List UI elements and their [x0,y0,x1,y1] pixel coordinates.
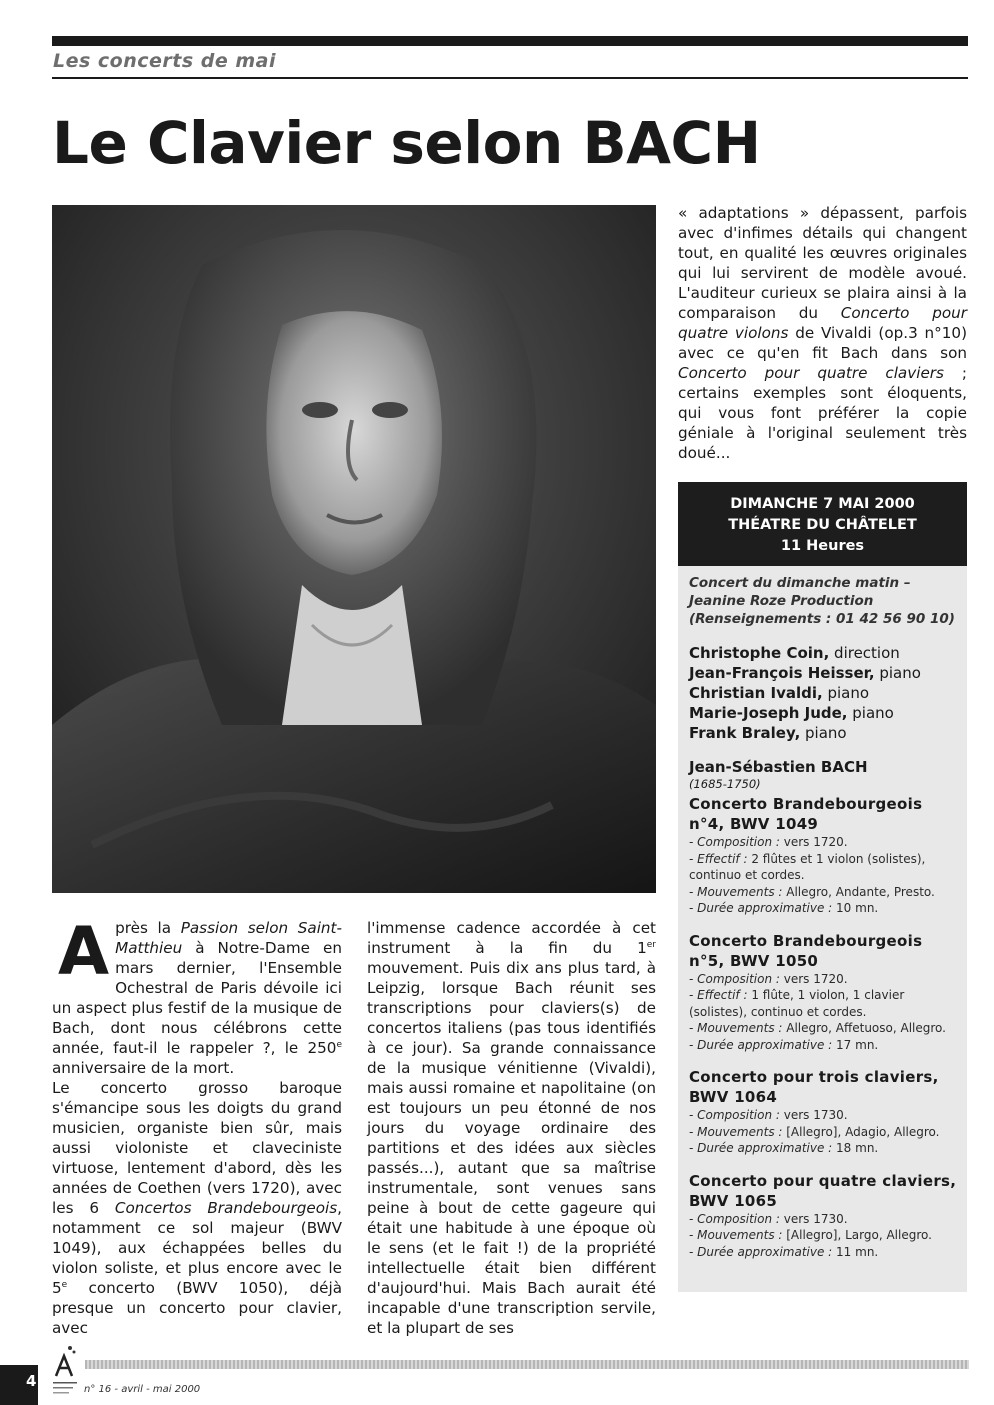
concert-header-box [678,482,967,566]
artist-name: Christophe Coin, [689,644,830,662]
work-detail: - Composition : vers 1720. [689,971,848,986]
artist-item [689,723,959,743]
right-c: de Vivaldi (op.3 n°10) avec ce qu'en fit Bach dans son [678,324,968,362]
left-p2-c: , notamment ce sol majeur (BWV 1049), aux échappées belles du violon soliste, et plus encore avec le 5 [52,1199,342,1297]
work-detail: - Mouvements : [Allegro], Adagio, Allegro. [689,1124,940,1139]
concert-producer [689,574,959,628]
work-title: Concerto pour quatre claviers, BWV 1065 [689,1171,957,1210]
left-p1-b: Passion selon Saint-Matthieu [115,919,342,957]
article-column-left [52,913,342,1338]
concert-info-box [678,566,967,1292]
work-title: Concerto pour trois claviers, BWV 1064 [689,1068,939,1106]
left-p1-d: anniversaire de la mort. [52,1059,235,1077]
left-p1-a: près la [115,919,181,937]
artist-name: Marie-Joseph Jude, [689,704,848,722]
artist-role: direction [829,644,900,662]
work-detail: - Durée approximative : 17 mn. [689,1037,879,1052]
left-p2-d: concerto (BWV 1050), déjà presque un concerto pour clavier, avec [52,1279,342,1337]
producer-info: (Renseignements : 01 42 56 90 10) [689,611,955,627]
concert-time: 11 Heures [780,538,865,554]
article-column-middle [367,918,656,1338]
work-item [689,794,959,917]
header-rule-thick [52,36,968,46]
work-detail: - Composition : vers 1730. [689,1108,848,1122]
work-detail: - Durée approximative : 11 mn. [689,1244,879,1259]
artist-name: Jean-François Heisser, [689,664,875,682]
work-detail: - Mouvements : [Allegro], Largo, Allegro. [689,1228,932,1242]
header-rule-thin [52,77,968,79]
work-item [689,931,959,1054]
artist-item [689,663,959,683]
mid-b: mouvement. Puis dix ans plus tard, à Leipzig, lorsque Bach réunit ses transcriptions pour claviers(s) de concertos italiens (pas tous identifiés à ce jour). Sa grande connaissance de la musique vénitienne (Vivaldi), mais aussi romaine et napolitaine (on est toujours un peu étonné de nos jours du voyage ordinaire des partitions et des idées aux siècles passés...), autant que sa maîtrise instrumentale, sont venues sans peine à bout de cette gageure qui était une habitude à une époque où le sens (et le fait !) de la propriété intellectuelle était bien différent d'aujourd'hui. Mais Bach aurait été incapable d'une transcription servile, et la plupart de ses [367,959,656,1337]
artist-item [689,683,959,703]
artist-list [689,643,959,743]
artist-name: Christian Ivaldi, [689,684,823,702]
work-item [689,1067,959,1157]
work-detail: - Durée approximative : 10 mn. [689,901,879,915]
drop-cap: A [58,913,110,990]
artist-role: piano [822,684,870,702]
work-detail: - Effectif : 1 flûte, 1 violon, 1 clavier (solistes), continuo et cordes. [689,988,905,1019]
artist-item [689,703,959,723]
work-title: Concerto Brandebourgeois n°4, BWV 1049 [689,795,923,833]
section-kicker: Les concerts de mai [53,50,277,72]
work-detail: - Composition : vers 1720. [689,835,848,849]
right-d: Concerto pour quatre claviers [678,364,944,382]
article-title: Le Clavier selon BACH [52,109,761,177]
page-number: 4 [26,1372,37,1390]
article-column-right [678,203,967,463]
footer-rule [85,1360,969,1369]
work-item [689,1171,959,1261]
work-title: Concerto Brandebourgeois n°5, BWV 1050 [689,931,923,970]
work-detail: - Effectif : 2 flûtes et 1 violon (solistes), continuo et cordes. [689,851,926,882]
concert-date: DIMANCHE 7 MAI 2000 [730,496,915,512]
mid-sup: er [646,939,656,950]
left-p2-sup: e [61,1279,68,1290]
work-detail: - Mouvements : Allegro, Andante, Presto. [689,884,935,899]
work-detail: - Durée approximative : 18 mn. [689,1141,879,1155]
artist-role: piano [874,664,921,682]
right-a: « adaptations » dépassent, parfois avec d'infimes détails qui changent tout, en qualité les œuvres originales qui lui servirent de modèle avoué. L'auditeur curieux se plaira ainsi à la comparaison du [678,204,967,322]
publication-logo-icon [50,1342,80,1398]
mid-a: l'immense cadence accordée à cet instrument à la fin du 1 [367,919,656,957]
left-p2-a: Le concerto grosso baroque s'émancipe sous les doigts du grand musicien, organiste bien sûr, mais aussi violoniste et claveciniste virtuose, lentement d'abord, dès les années de Coethen (vers 1720), avec les 6 [52,1079,342,1217]
issue-info: n° 16 - avril - mai 2000 [84,1384,201,1395]
work-detail: - Composition : vers 1730. [689,1211,848,1226]
artist-item [689,643,959,663]
bach-portrait-image [52,205,656,893]
composer-dates: (1685-1750) [689,777,761,791]
artist-role: piano [800,724,847,742]
artist-name: Frank Braley, [689,724,801,742]
composer-name: Jean-Sébastien BACH [689,758,868,776]
producer-line: Concert du dimanche matin – Jeanine Roze Production [689,575,911,609]
right-b: Concerto pour quatre violons [678,304,968,342]
left-p2-b: Concertos Brandebourgeois [114,1199,338,1217]
work-detail: - Mouvements : Allegro, Affetuoso, Allegro. [689,1021,946,1035]
left-p1-sup: e [336,1039,342,1050]
left-p1-c: à Notre-Dame en mars dernier, l'Ensemble Ochestral de Paris dévoile ici un aspect plus festif de la musique de Bach, dont nous célébrons cette année, faut-il le rappeler ?, le 250 [52,939,342,1057]
concert-venue: THÉATRE DU CHÂTELET [728,517,917,533]
artist-role: piano [847,704,894,722]
right-e: ; certains exemples sont éloquents, qui vous font préférer la copie géniale à l'original seulement très doué... [678,364,967,462]
